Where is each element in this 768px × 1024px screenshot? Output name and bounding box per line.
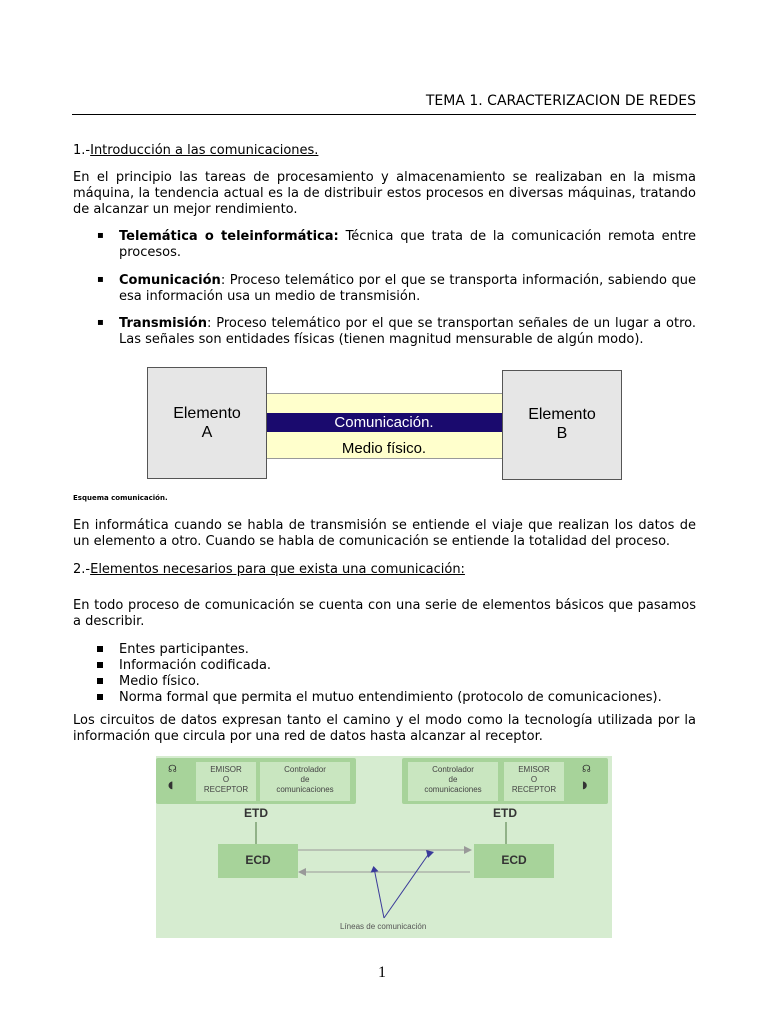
section-1-title: Introducción a las comunicaciones. (90, 143, 319, 158)
definition-transmision (97, 316, 696, 348)
communication-band (266, 413, 502, 432)
paragraph-intro: En el principio las tareas de procesamiento y almacenamiento se realizaban en la misma máquina, la tendencia actual es la de distribuir estos procesos en diversas máquinas, tratando de alcanzar un mejor rendimiento. (73, 170, 696, 217)
list-item: Entes participantes. (97, 642, 249, 658)
communication-label: Comunicación. (334, 414, 434, 431)
list-item: Medio físico. (97, 674, 200, 690)
section-2-title: Elementos necesarios para que exista una comunicación: (90, 562, 465, 577)
definition-term: Transmisión (119, 316, 207, 331)
list-item: Norma formal que permita el mutuo entendimiento (protocolo de comunicaciones). (97, 690, 662, 706)
ecd-left: ECD (218, 844, 298, 878)
controller-right: Controlador de comunicaciones (408, 762, 498, 801)
ecd-right: ECD (474, 844, 554, 878)
element-a-line2: A (201, 424, 213, 441)
definition-comunicacion (97, 273, 696, 305)
paragraph-transmision: En informática cuando se habla de transmisión se entiende el viaje que realizan los datos de un elemento a otro. Cuando se habla de comunicación se entiende la totalidad del proceso. (73, 518, 696, 549)
definition-text: : Proceso telemático por el que se transporta información, sabiendo que esa información usa un medio de transmisión. (119, 273, 696, 304)
square-bullet-icon (97, 694, 103, 700)
medium-label: Medio físico. (341, 440, 427, 457)
element-a-line1: Elemento (173, 405, 241, 422)
square-bullet-icon (97, 662, 103, 668)
ear-icon: ◖ (168, 780, 174, 791)
paragraph-circuitos: Los circuitos de datos expresan tanto el camino y el modo como la tecnología utilizada por la información que circula por una red de datos hasta alcanzar al receptor. (73, 713, 696, 744)
bullet-icon: ▪ (97, 274, 104, 285)
emisor-left: EMISOR O RECEPTOR (196, 762, 256, 801)
ear-icon: ◗ (582, 780, 588, 791)
section-2-number: 2.- (73, 562, 91, 577)
definition-text: : Proceso telemático por el que se transportan señales de un lugar a otro. Las señales son entidades físicas (tienen magnitud mensurable de algún modo). (119, 316, 696, 347)
section-2-heading (73, 562, 465, 578)
diagram-caption: Esquema comunicación. (73, 494, 168, 502)
definition-text: Técnica que trata de la comunicación remota entre procesos. (119, 229, 696, 260)
element-b-line2: B (556, 425, 568, 442)
list-item: Información codificada. (97, 658, 271, 674)
emisor-right: EMISOR O RECEPTOR (504, 762, 564, 801)
definition-term: Telemática o teleinformática: (119, 229, 339, 244)
header-title: TEMA 1. CARACTERIZACION DE REDES (425, 93, 696, 109)
definition-telematica (97, 229, 696, 261)
medium-band (266, 432, 502, 459)
paragraph-elementos: En todo proceso de comunicación se cuenta con una serie de elementos básicos que pasamos a describir. (73, 598, 696, 629)
square-bullet-icon (97, 678, 103, 684)
bullet-icon: ▪ (97, 230, 104, 241)
element-b-line1: Elemento (528, 406, 596, 423)
speaking-head-icon: ☊ (582, 764, 591, 775)
etd-right-label: ETD (493, 806, 517, 820)
definition-term: Comunicación (119, 273, 221, 288)
controller-left: Controlador de comunicaciones (260, 762, 350, 801)
page-number: 1 (378, 964, 386, 981)
lines-label: Líneas de comunicación (340, 922, 427, 931)
section-1-number: 1.- (73, 143, 91, 158)
bullet-icon: ▪ (97, 317, 104, 328)
medium-band-top (266, 393, 502, 413)
etd-left-label: ETD (244, 806, 268, 820)
square-bullet-icon (97, 646, 103, 652)
data-circuit-diagram (156, 756, 612, 938)
speaking-head-icon: ☊ (168, 764, 177, 775)
element-a-box (147, 367, 267, 479)
section-1-heading (73, 143, 318, 159)
element-b-box (502, 370, 622, 480)
page-header (72, 92, 696, 115)
